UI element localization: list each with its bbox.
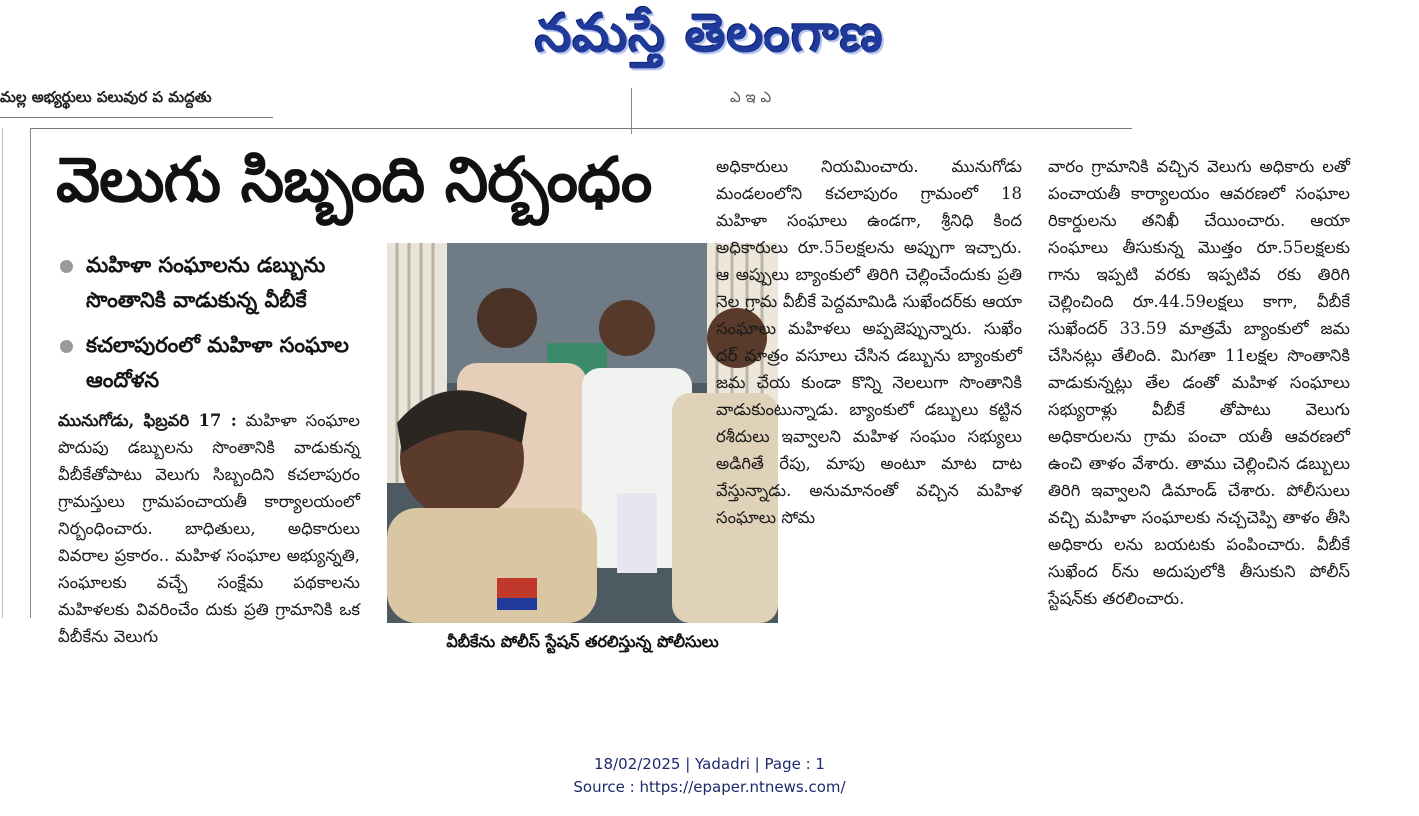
article-column-3: వారం గ్రామానికి వచ్చిన వెలుగు అధికారు లతో పంచాయతీ కార్యాలయం ఆవరణలో సంఘాల రికార్డులను తనిఖీ చేయించారు. ఆయా సంఘాలు తీసుకున్న మొత్తం రూ.55లక్షలకు గాను ఇప్పటి వరకు ఇప్పటివ రకు తిరిగి చెల్లించింది రూ.44.59లక్షలు కాగా, వీబీకే సుఖేందర్ 33.59 మాత్రమే బ్యాంకులో జమ చేసినట్లు తేలింది. మిగతా 11లక్షల సొంతానికి వాడుకున్నట్లు తేల డంతో మహిళ సంఘాలు సభ్యురాళ్లు వీబీకే తోపాటు వెలుగు అధికారులను గ్రామ పంచా యతీ ఆవరణలో ఉంచి తాళం వేశారు. తాము చెల్లించిన డబ్బులు తిరిగి ఇవ్వాలని డిమాండ్ చేశారు. పోలీసులు వచ్చి మహిళా సంఘాలకు నచ్చచెప్పి తాళం తీసి అధికారు లను బయటకు పంపించారు. వీబీకే సుఖేంద ర్‌ను అదుపులోకి తీసుకుని పోలీస్ స్టేషన్‌కు తరలించారు. [1048, 157, 1350, 608]
header-divider [631, 88, 632, 134]
bullet-text: మహిళా సంఘాలను డబ్బును సొంతానికి వాడుకున్న వీబీకే [86, 253, 326, 312]
header-rule [30, 128, 1132, 129]
dateline: మునుగోడు, ఫిబ్రవరి 17 : [58, 411, 237, 430]
photo-caption: వీబీకేను పోలీస్ స్టేషన్ తరలిస్తున్న పోలీసులు [446, 632, 719, 651]
adjacent-article-strip: ఎ ఇ ఎ [730, 88, 772, 106]
bullet-dot-icon [60, 260, 73, 273]
bullet-item [58, 328, 378, 398]
page-left-edge [2, 128, 3, 618]
article-left-border [30, 128, 31, 618]
bullet-list [58, 248, 378, 408]
bullet-dot-icon [60, 340, 73, 353]
column-1-text: మహిళా సంఘాల పొదుపు డబ్బులను సొంతానికి వాడుకున్న వీబీకేతోపాటు వెలుగు సిబ్బందిని కచలాపురం గ్రామస్తులు గ్రామపంచాయతీ కార్యాలయంలో నిర్బంధించారు. బాధితులు, అధికారులు వివరాల ప్రకారం.. మహిళ సంఘాల అభ్యున్నతి, సంఘాలకు వచ్చే సంక్షేమ పథకాలను మహిళలకు వివరించేం దుకు ప్రతి గ్రామానికి ఒక వీబీకేను వెలుగు [58, 411, 361, 646]
source-link[interactable]: Source : https://epaper.ntnews.com/ [573, 778, 846, 796]
top-rule [0, 117, 273, 118]
bullet-item [58, 248, 378, 318]
previous-article-strip: మల్ల అభ్యర్థులు పలువుర ప మద్దతు [0, 88, 212, 106]
article-column-1 [58, 407, 360, 650]
headline: వెలుగు సిబ్బంది నిర్బంధం [56, 143, 652, 216]
bullet-text: కచలాపురంలో మహిళా సంఘాల ఆందోళన [86, 333, 349, 392]
edition-info: 18/02/2025 | Yadadri | Page : 1 [594, 755, 825, 773]
article-column-2: అధికారులు నియమించారు. మునుగోడు మండలంలోని కచలాపురం గ్రామంలో 18 మహిళా సంఘాలు ఉండగా, శ్రీనిధి కింద అధికారులు రూ.55లక్షలను అప్పుగా ఇచ్చారు. ఆ అప్పులు బ్యాంకులో తిరిగి చెల్లించేందుకు ప్రతి నెల గ్రామ వీబీకే పెద్దమామిడి సుఖేందర్‌కు ఆయా సంఘాలు మహిళలు అప్పజెప్పున్నారు. సుఖేం దర్ మాత్రం వసూలు చేసిన డబ్బును బ్యాంకులో జమ చేయ కుండా కొన్ని నెలలుగా సొంతానికి వాడుకుంటున్నాడు. బ్యాంకులో డబ్బులు కట్టిన రశీదులు ఇవ్వాలని మహిళ సంఘం సభ్యులు అడిగితే రేపు, మాపు అంటూ మాట దాట వేస్తున్నాడు. అనుమానంతో వచ్చిన మహిళ సంఘాలు సోమ [716, 157, 1022, 527]
masthead-logo: నమస్తే తెలంగాణ [535, 4, 884, 64]
